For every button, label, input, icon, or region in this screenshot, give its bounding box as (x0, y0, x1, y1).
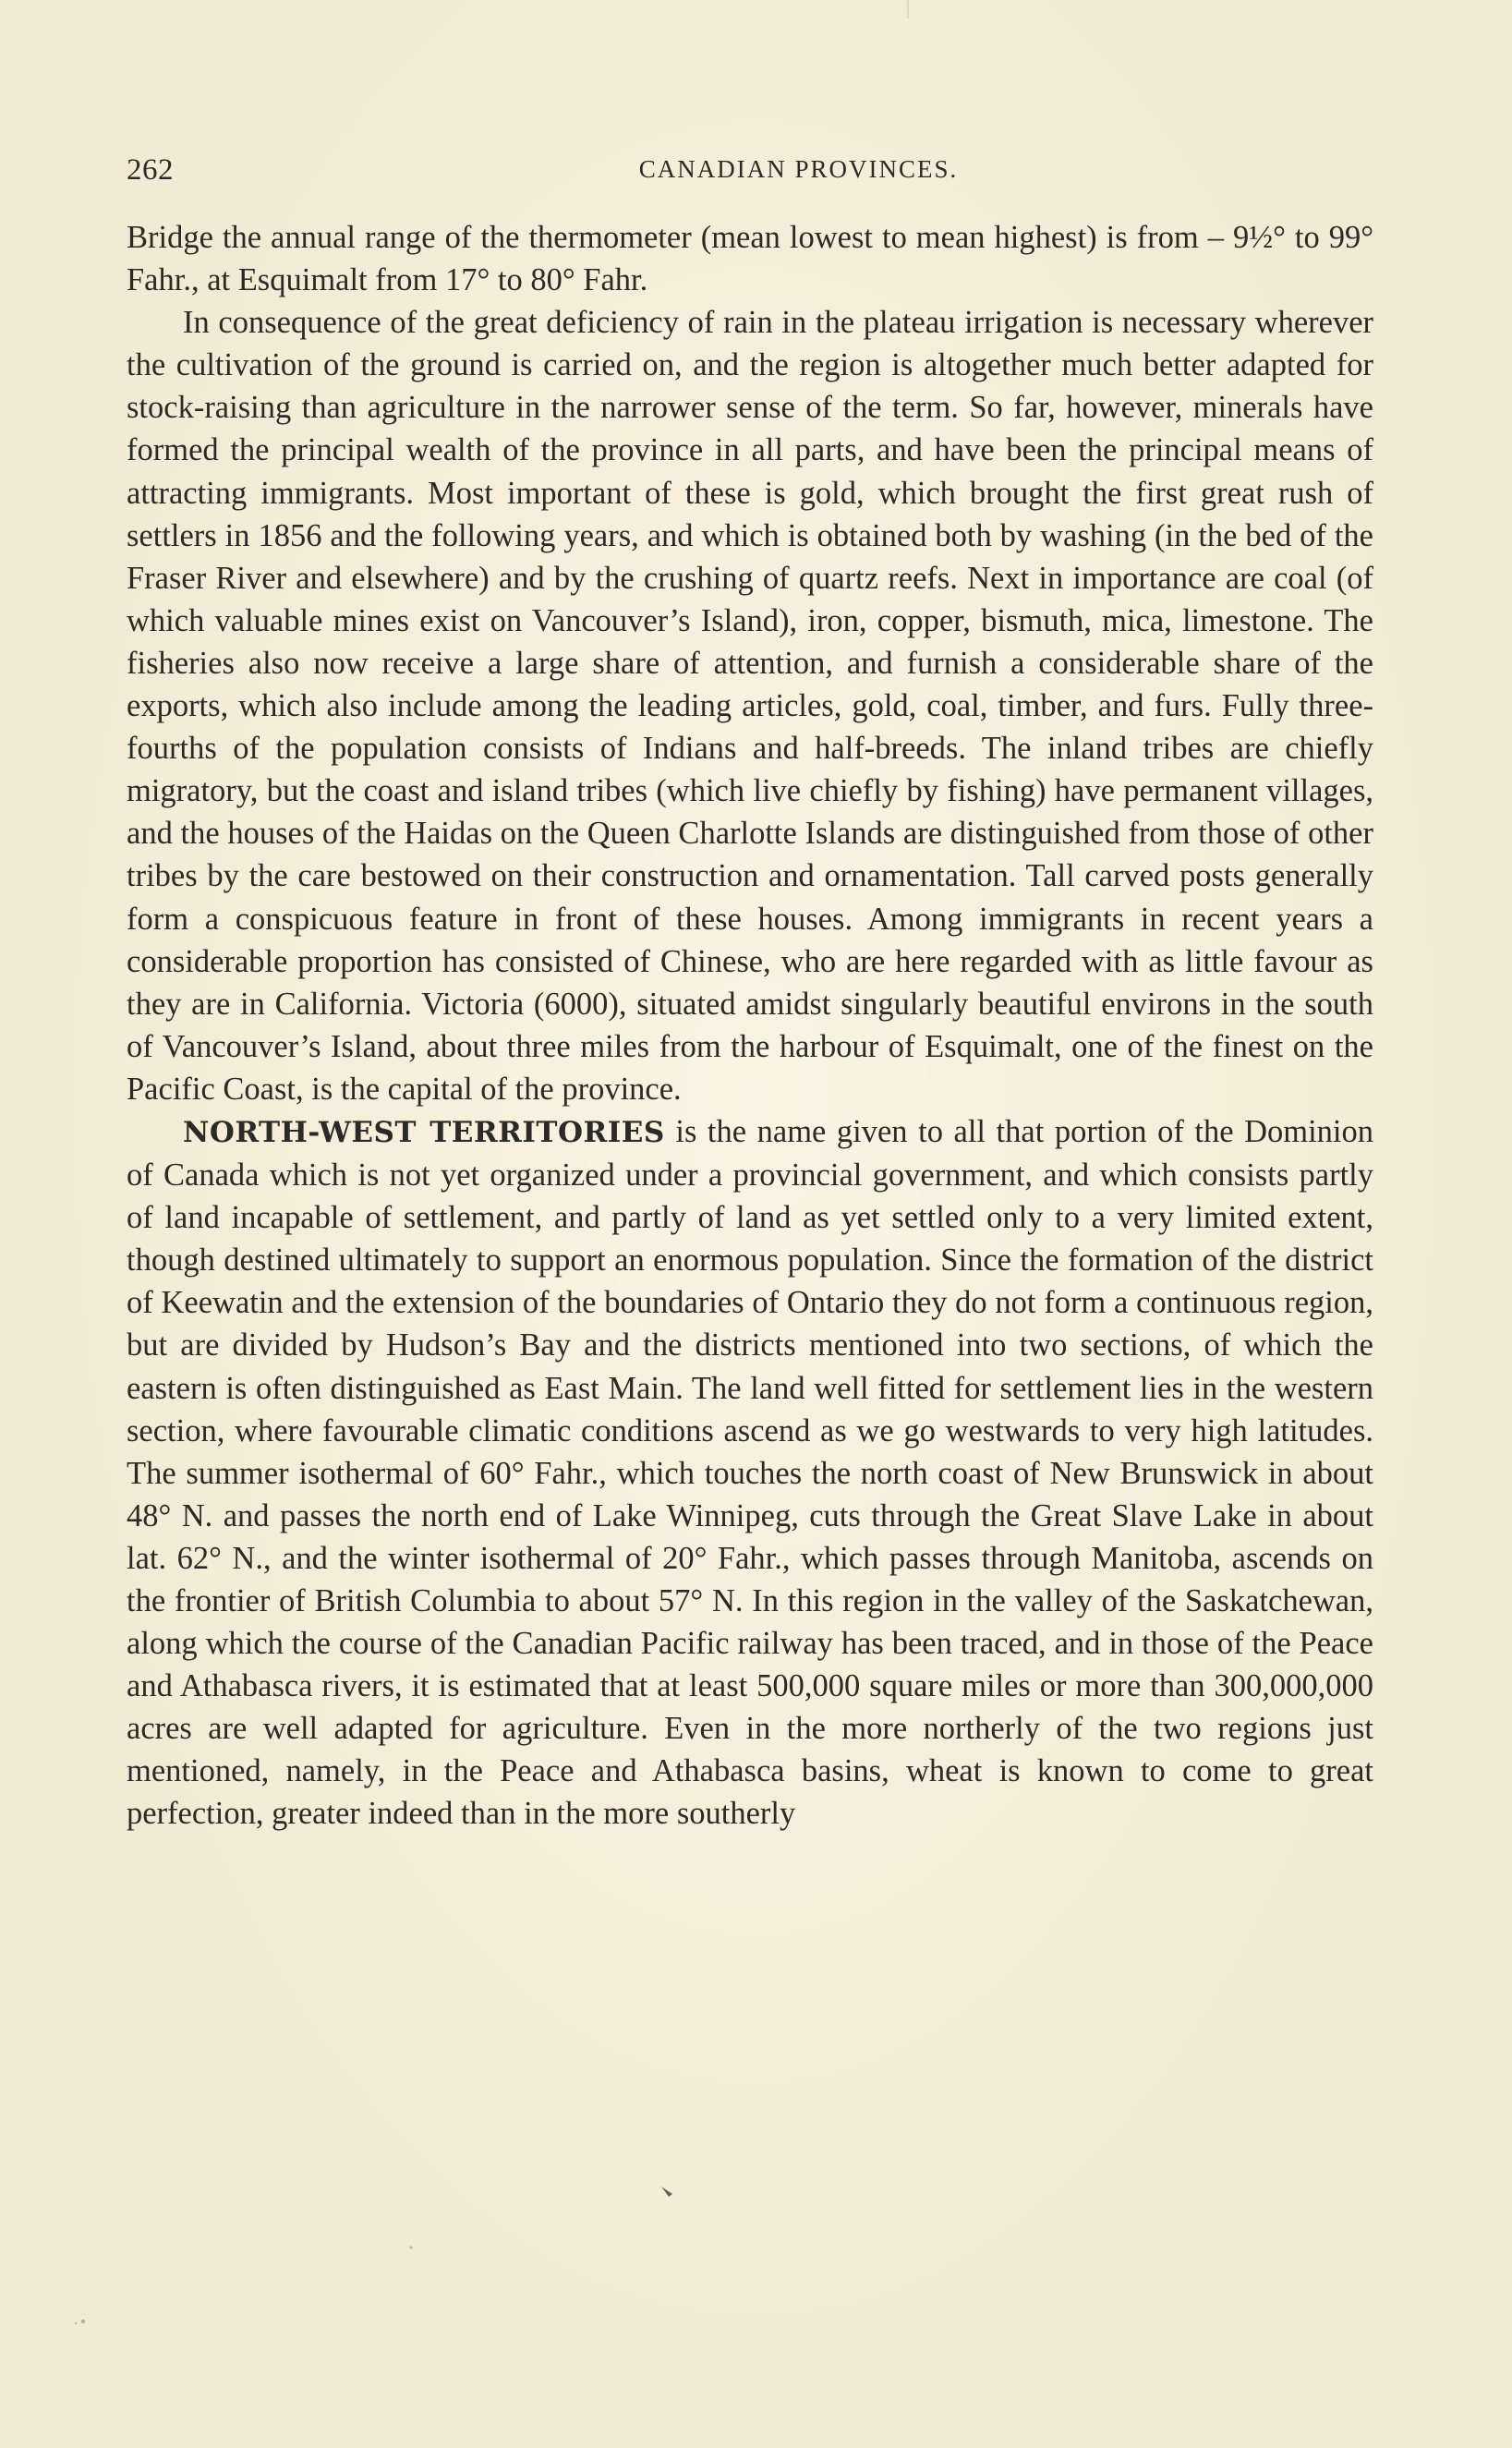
page-number: 262 (127, 153, 174, 187)
section-lead-heading: NORTH-WEST TERRITORIES (183, 1115, 665, 1149)
paragraph-continued: Bridge the annual range of the thermometer (mean lowest to mean highest) is from – 9½° to 99° Fahr., at Esquimalt from 17° to 80° Fahr. (127, 220, 1373, 298)
page-header (127, 153, 1373, 190)
running-title: CANADIAN PROVINCES. (638, 155, 959, 183)
paragraph-irrigation-minerals: In consequence of the great deficiency of rain in the plateau irrigation is necessary wherever the cultivation of the ground is carried on, and the region is altogether much better adapted for stock-raising than agriculture in the narrower sense of the term. So far, however, minerals have formed the principal wealth of the province in all parts, and have been the principal means of attracting immigrants. Most important of these is gold, which brought the first great rush of settlers in 1856 and the following years, and which is obtained both by washing (in the bed of the Fraser River and elsewhere) and by the crushing of quartz reefs. Next in importance are coal (of which valuable mines exist on Vancouver’s Island), iron, copper, bismuth, mica, limestone. The fisheries also now receive a large share of attention, and furnish a considerable share of the exports, which also include among the leading articles, gold, coal, timber, and furs. Fully three-fourths of the population consists of Indians and half-breeds. The inland tribes are chiefly migratory, but the coast and island tribes (which live chiefly by fishing) have permanent villages, and the houses of the Haidas on the Queen Charlotte Islands are distinguished from those of other tribes by the care bestowed on their construction and ornamentation. Tall carved posts generally form a conspicuous feature in front of these houses. Among immigrants in recent years a considerable proportion has consisted of Chinese, who are here regarded with as little favour as they are in California. Victoria (6000), situated amidst singularly beautiful environs in the south of Vancouver’s Island, about three miles from the harbour of Esquimalt, one of the finest on the Pacific Coast, is the capital of the province. (127, 305, 1373, 1107)
paragraph-north-west-territories-text: is the name given to all that portion of the Dominion of Canada which is not yet organized under a provincial government, and which consists partly of land incapable of settlement, and partly of land as yet settled only to a very limited extent, though destined ultimately to support an enormous population. Since the formation of the district of Keewatin and the extension of the boundaries of Ontario they do not form a continuous region, but are divided by Hudson’s Bay and the districts mentioned into two sections, of which the eastern is often distinguished as East Main. The land well fitted for settlement lies in the western section, where favourable climatic conditions ascend as we go westwards to very high latitudes. The summer isothermal of 60° Fahr., which touches the north coast of New Brunswick in about 48° N. and passes the north end of Lake Winnipeg, cuts through the Great Slave Lake in about lat. 62° N., and the winter isothermal of 20° Fahr., which passes through Manitoba, ascends on the frontier of British Columbia to about 57° N. In this region in the valley of the Saskatchewan, along which the course of the Canadian Pacific railway has been traced, and in those of the Peace and Athabasca rivers, it is estimated that at least 500,000 square miles or more than 300,000,000 acres are well adapted for agriculture. Even in the more northerly of the two regions just mentioned, namely, in the Peace and Athabasca basins, wheat is known to come to great perfection, greater indeed than in the more southerly (127, 1113, 1373, 1832)
paragraph-north-west-territories (127, 1110, 1373, 1836)
body-text (127, 216, 1373, 1836)
